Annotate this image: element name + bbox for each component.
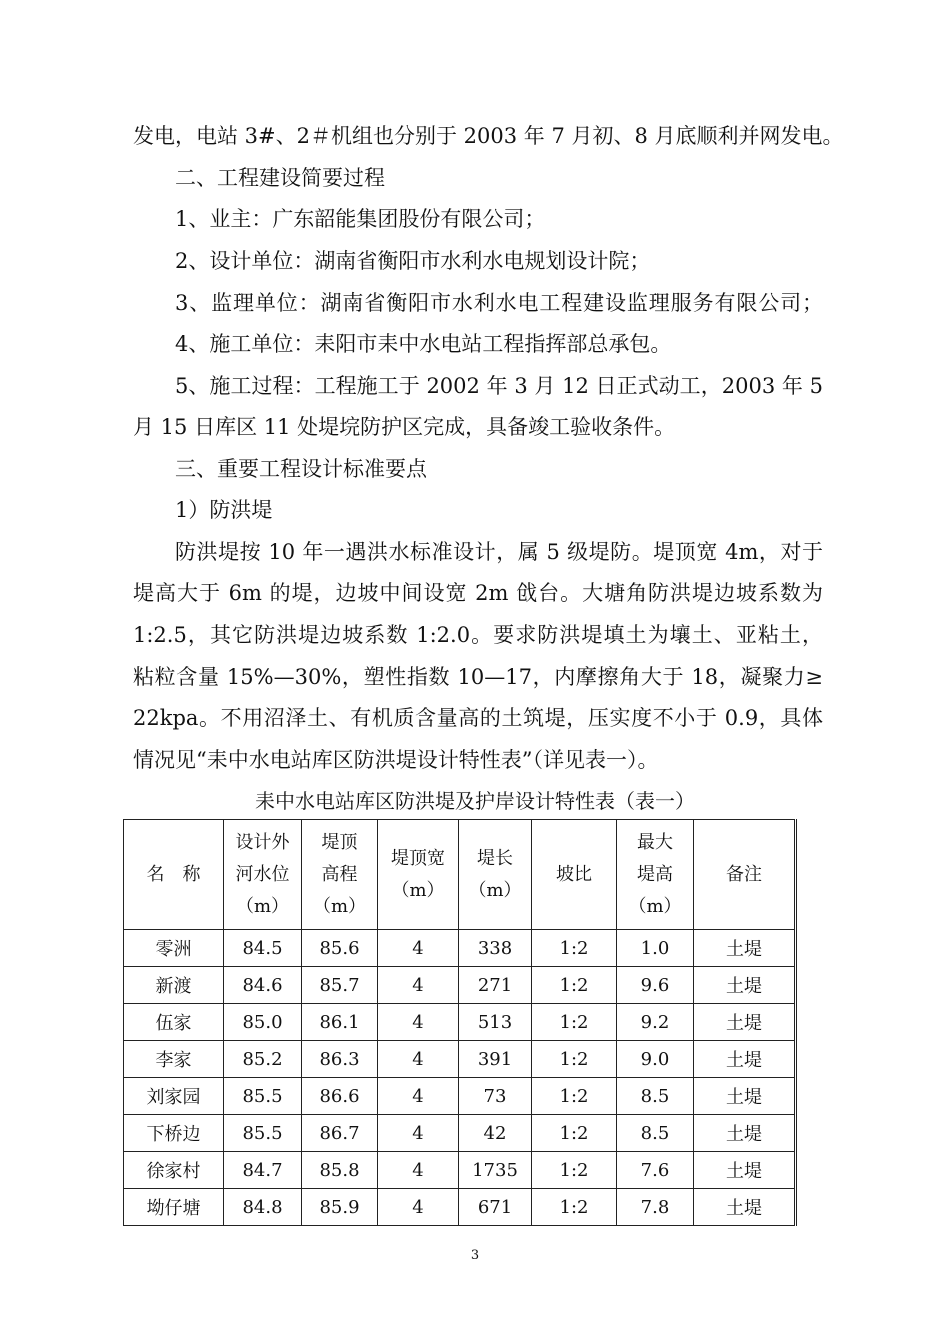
table-cell: 9.2 xyxy=(617,1004,694,1041)
table-cell: 671 xyxy=(459,1189,532,1226)
table-cell: 土堤 xyxy=(694,1078,796,1115)
section-heading: 二、工程建设简要过程 xyxy=(175,166,385,190)
table-cell: 土堤 xyxy=(694,1189,796,1226)
paragraph-line: 22kpa。不用沼泽土、有机质含量高的土筑堤，压实度不小于 0.9，具体 xyxy=(133,706,823,730)
table-cell: 4 xyxy=(378,1152,459,1189)
header-design-water-level: 设计外 河水位 （m） xyxy=(224,820,302,930)
table-cell: 1:2 xyxy=(532,1078,617,1115)
table-cell: 1:2 xyxy=(532,1004,617,1041)
table-cell: 513 xyxy=(459,1004,532,1041)
table-cell: 土堤 xyxy=(694,967,796,1004)
table-cell: 零洲 xyxy=(124,930,224,967)
list-item: 3、监理单位：湖南省衡阳市水利水电工程建设监理服务有限公司； xyxy=(175,291,823,315)
table-row xyxy=(124,1041,796,1078)
table-cell: 4 xyxy=(378,1078,459,1115)
table-cell: 338 xyxy=(459,930,532,967)
table-row xyxy=(124,1004,796,1041)
subsection-heading: 1）防洪堤 xyxy=(175,498,273,522)
table-cell: 1:2 xyxy=(532,967,617,1004)
table-cell: 8.5 xyxy=(617,1078,694,1115)
levee-design-table xyxy=(123,819,797,1226)
list-item: 1、业主：广东韶能集团股份有限公司； xyxy=(175,207,546,231)
table-cell: 9.6 xyxy=(617,967,694,1004)
table-cell: 7.8 xyxy=(617,1189,694,1226)
table-cell: 土堤 xyxy=(694,1004,796,1041)
table-cell: 85.8 xyxy=(302,1152,378,1189)
table-cell: 84.6 xyxy=(224,967,302,1004)
table-cell: 1:2 xyxy=(532,1115,617,1152)
paragraph-line: 堤高大于 6m 的堤，边坡中间设宽 2m 戗台。大塘角防洪堤边坡系数为 xyxy=(133,581,823,605)
table-row xyxy=(124,967,796,1004)
list-item: 4、施工单位：耒阳市耒中水电站工程指挥部总承包。 xyxy=(175,332,672,356)
table-cell: 84.7 xyxy=(224,1152,302,1189)
table-cell: 刘家园 xyxy=(124,1078,224,1115)
table-cell: 4 xyxy=(378,967,459,1004)
table-cell: 土堤 xyxy=(694,930,796,967)
table-cell: 86.1 xyxy=(302,1004,378,1041)
table-cell: 271 xyxy=(459,967,532,1004)
page-number: 3 xyxy=(470,1248,480,1263)
table-cell: 85.5 xyxy=(224,1115,302,1152)
table-cell: 85.6 xyxy=(302,930,378,967)
table-cell: 1:2 xyxy=(532,1152,617,1189)
table-cell: 1:2 xyxy=(532,930,617,967)
table-row xyxy=(124,1189,796,1226)
paragraph-line: 月 15 日库区 11 处堤垸防护区完成，具备竣工验收条件。 xyxy=(133,415,676,439)
table-row xyxy=(124,930,796,967)
header-levee-length: 堤长 （m） xyxy=(459,820,532,930)
header-crest-width: 堤顶宽 （m） xyxy=(378,820,459,930)
table-cell: 4 xyxy=(378,1004,459,1041)
table-cell: 1:2 xyxy=(532,1189,617,1226)
table-cell: 1:2 xyxy=(532,1041,617,1078)
table-cell: 坳仔塘 xyxy=(124,1189,224,1226)
table-cell: 73 xyxy=(459,1078,532,1115)
table-cell: 土堤 xyxy=(694,1115,796,1152)
table-cell: 伍家 xyxy=(124,1004,224,1041)
paragraph-line: 防洪堤按 10 年一遇洪水标准设计，属 5 级堤防。堤顶宽 4m，对于 xyxy=(175,540,823,564)
header-max-height: 最大 堤高 （m） xyxy=(617,820,694,930)
table-cell: 85.5 xyxy=(224,1078,302,1115)
header-remarks: 备注 xyxy=(694,820,796,930)
paragraph-line: 1:2.5，其它防洪堤边坡系数 1:2.0。要求防洪堤填土为壤土、亚粘土， xyxy=(133,623,823,647)
table-cell: 86.3 xyxy=(302,1041,378,1078)
table-cell: 下桥边 xyxy=(124,1115,224,1152)
paragraph-line: 发电，电站 3#、2＃机组也分别于 2003 年 7 月初、8 月底顺利并网发电。 xyxy=(133,124,844,148)
table-cell: 4 xyxy=(378,1041,459,1078)
list-item: 2、设计单位：湖南省衡阳市水利水电规划设计院； xyxy=(175,249,651,273)
table-cell: 土堤 xyxy=(694,1041,796,1078)
table-cell: 1735 xyxy=(459,1152,532,1189)
table-cell: 391 xyxy=(459,1041,532,1078)
header-name: 名 称 xyxy=(124,820,224,930)
table-cell: 7.6 xyxy=(617,1152,694,1189)
paragraph-line: 情况见“耒中水电站库区防洪堤设计特性表”（详见表一）。 xyxy=(133,748,659,772)
header-crest-elevation: 堤顶 高程 （m） xyxy=(302,820,378,930)
table-cell: 86.7 xyxy=(302,1115,378,1152)
table-cell: 85.7 xyxy=(302,967,378,1004)
table-cell: 1.0 xyxy=(617,930,694,967)
table-cell: 徐家村 xyxy=(124,1152,224,1189)
table-cell: 李家 xyxy=(124,1041,224,1078)
table-row xyxy=(124,1152,796,1189)
table-cell: 9.0 xyxy=(617,1041,694,1078)
table-cell: 84.8 xyxy=(224,1189,302,1226)
table-cell: 85.2 xyxy=(224,1041,302,1078)
table-cell: 新渡 xyxy=(124,967,224,1004)
table-cell: 85.9 xyxy=(302,1189,378,1226)
table-cell: 8.5 xyxy=(617,1115,694,1152)
table-row xyxy=(124,1078,796,1115)
table-caption: 耒中水电站库区防洪堤及护岸设计特性表（表一） xyxy=(255,789,695,813)
paragraph-line: 粘粒含量 15%—30%，塑性指数 10—17，内摩擦角大于 18，凝聚力≥ xyxy=(133,665,823,689)
section-heading: 三、重要工程设计标准要点 xyxy=(175,457,427,481)
table-cell: 4 xyxy=(378,1115,459,1152)
table-cell: 84.5 xyxy=(224,930,302,967)
table-cell: 4 xyxy=(378,1189,459,1226)
table-cell: 土堤 xyxy=(694,1152,796,1189)
table-cell: 85.0 xyxy=(224,1004,302,1041)
list-item: 5、施工过程：工程施工于 2002 年 3 月 12 日正式动工，2003 年 5 xyxy=(175,374,823,398)
table-cell: 42 xyxy=(459,1115,532,1152)
table-cell: 86.6 xyxy=(302,1078,378,1115)
table-header-row xyxy=(124,820,796,930)
table-row xyxy=(124,1115,796,1152)
table-cell: 4 xyxy=(378,930,459,967)
header-slope-ratio: 坡比 xyxy=(532,820,617,930)
